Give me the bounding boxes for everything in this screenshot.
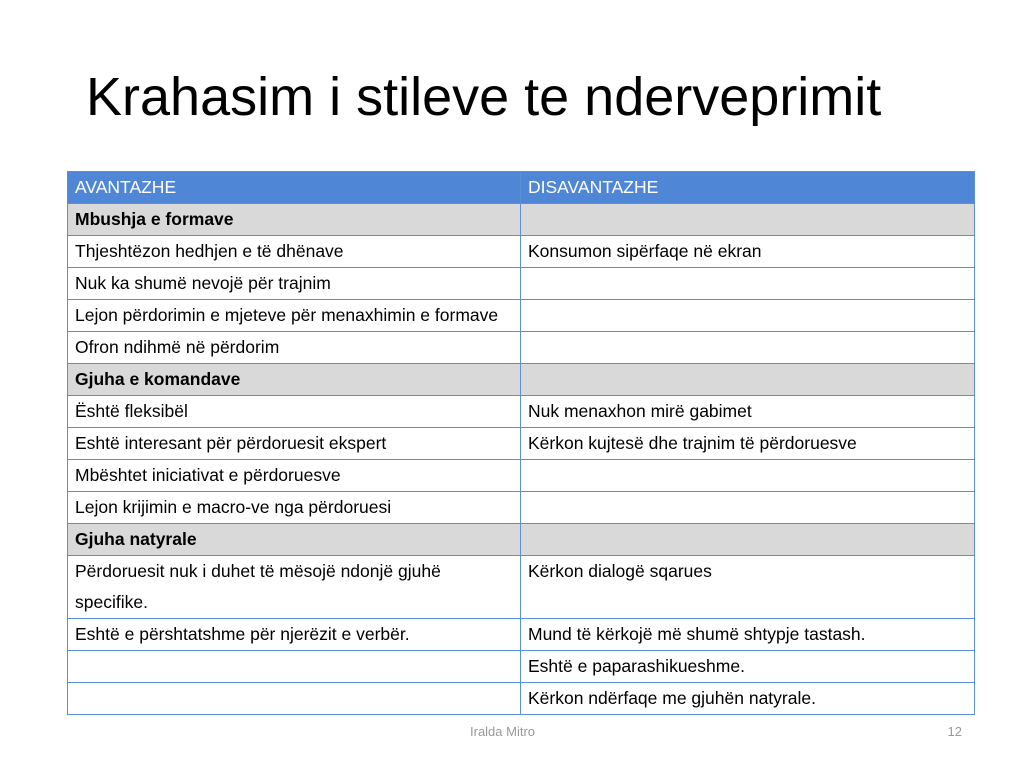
disadvantage-cell [521,492,975,524]
section-title: Mbushja e formave [68,204,521,236]
table-row [68,396,975,428]
advantage-cell: Ofron ndihmë në përdorim [68,332,521,364]
header-disadvantages: DISAVANTAZHE [521,172,975,204]
section-title: Gjuha natyrale [68,524,521,556]
disadvantage-cell: Kërkon dialogë sqarues [521,556,975,619]
slide-title: Krahasim i stileve te nderveprimit [86,67,882,127]
footer-author: Iralda Mitro [470,724,536,739]
table-row [68,236,975,268]
disadvantage-cell: Kërkon ndërfaqe me gjuhën natyrale. [521,683,975,715]
table-row [68,492,975,524]
advantage-cell: Thjeshtëzon hedhjen e të dhënave [68,236,521,268]
disadvantage-cell: Eshtë e paparashikueshme. [521,651,975,683]
section-title: Gjuha e komandave [68,364,521,396]
advantage-cell: Lejon krijimin e macro-ve nga përdoruesi [68,492,521,524]
table-row [68,619,975,651]
section-row [68,364,975,396]
disadvantage-cell [521,460,975,492]
section-row [68,524,975,556]
table-header-row [68,172,975,204]
comparison-table [67,171,975,715]
table-row [68,651,975,683]
disadvantage-cell: Mund të kërkojë më shumë shtypje tastash. [521,619,975,651]
disadvantage-cell [521,332,975,364]
section-cell-empty [521,524,975,556]
section-row [68,204,975,236]
advantage-cell: Mbështet iniciativat e përdoruesve [68,460,521,492]
disadvantage-cell: Nuk menaxhon mirë gabimet [521,396,975,428]
advantage-cell: Përdoruesit nuk i duhet të mësojë ndonjë gjuhë specifike. [68,556,521,619]
table-row [68,268,975,300]
table-row [68,460,975,492]
comparison-table-container [67,171,974,715]
table-row [68,428,975,460]
table-row [68,683,975,715]
disadvantage-cell [521,268,975,300]
header-advantages: AVANTAZHE [68,172,521,204]
table-row [68,556,975,619]
section-cell-empty [521,364,975,396]
slide-number: 12 [947,724,962,739]
section-cell-empty [521,204,975,236]
advantage-cell: Lejon përdorimin e mjeteve për menaxhimin e formave [68,300,521,332]
advantage-cell [68,651,521,683]
disadvantage-cell: Kërkon kujtesë dhe trajnim të përdoruesve [521,428,975,460]
advantage-cell: Nuk ka shumë nevojë për trajnim [68,268,521,300]
advantage-cell: Eshtë e përshtatshme për njerëzit e verbër. [68,619,521,651]
table-row [68,300,975,332]
advantage-cell [68,683,521,715]
advantage-cell: Është fleksibël [68,396,521,428]
advantage-cell: Eshtë interesant për përdoruesit ekspert [68,428,521,460]
table-row [68,332,975,364]
disadvantage-cell: Konsumon sipërfaqe në ekran [521,236,975,268]
disadvantage-cell [521,300,975,332]
